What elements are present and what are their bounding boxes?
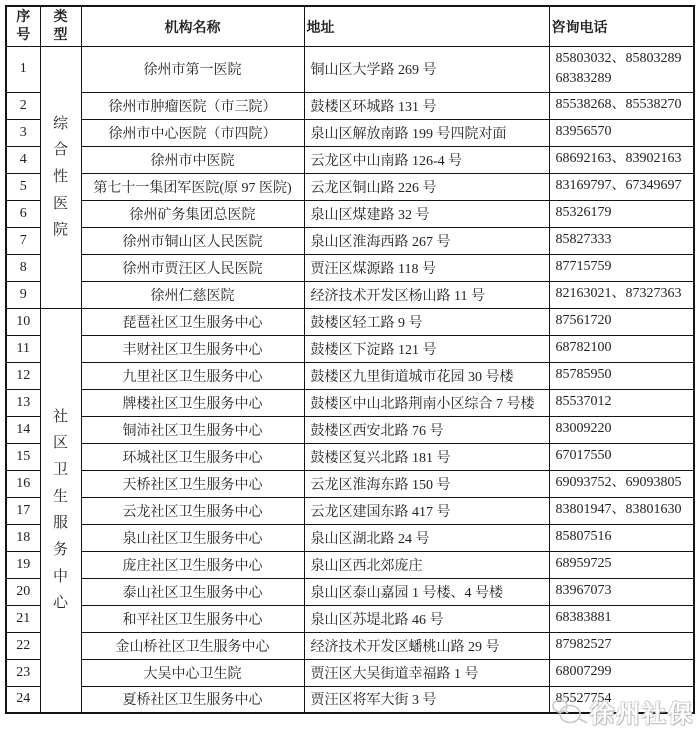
- table-row: [6, 497, 694, 524]
- institution-phone: 68959725: [549, 551, 694, 578]
- row-index: 11: [6, 335, 40, 362]
- table-row: [6, 389, 694, 416]
- institution-name: 和平社区卫生服务中心: [81, 605, 304, 632]
- institution-phone: 68383881: [549, 605, 694, 632]
- institution-name: 泰山社区卫生服务中心: [81, 578, 304, 605]
- type-group-label: 综合性医院: [52, 115, 68, 239]
- institution-name: 徐州市铜山区人民医院: [81, 227, 304, 254]
- institution-phone: 85537012: [549, 389, 694, 416]
- institution-phone: 85326179: [549, 200, 694, 227]
- institution-phone: 85827333: [549, 227, 694, 254]
- institution-address: 泉山区煤建路 32 号: [304, 200, 549, 227]
- institution-address: 泉山区解放南路 199 号四院对面: [304, 119, 549, 146]
- institution-phone: 87561720: [549, 308, 694, 335]
- institution-address: 泉山区湖北路 24 号: [304, 524, 549, 551]
- institution-address: 云龙区建国东路 417 号: [304, 497, 549, 524]
- table-row: [6, 443, 694, 470]
- institution-phone: 69093752、69093805: [549, 470, 694, 497]
- table-row: [6, 308, 694, 335]
- table-row: [6, 119, 694, 146]
- institution-phone: 87982527: [549, 632, 694, 659]
- table-row: [6, 47, 694, 93]
- institution-phone: 83009220: [549, 416, 694, 443]
- table-body: [6, 47, 694, 714]
- type-group-cell: [40, 47, 81, 309]
- institution-address: 鼓楼区复兴北路 181 号: [304, 443, 549, 470]
- header-address: 地址: [304, 6, 549, 47]
- institution-phone: 83956570: [549, 119, 694, 146]
- row-index: 7: [6, 227, 40, 254]
- institution-name: 徐州市第一医院: [81, 47, 304, 93]
- institution-phone: 85807516: [549, 524, 694, 551]
- table-row: [6, 686, 694, 713]
- institution-phone: 83801947、83801630: [549, 497, 694, 524]
- table-row: [6, 551, 694, 578]
- row-index: 14: [6, 416, 40, 443]
- institution-address: 泉山区泰山嘉园 1 号楼、4 号楼: [304, 578, 549, 605]
- institution-phone: 67017550: [549, 443, 694, 470]
- institution-name: 九里社区卫生服务中心: [81, 362, 304, 389]
- row-index: 12: [6, 362, 40, 389]
- type-group-label: 社区卫生服务中心: [52, 408, 68, 612]
- institution-name: 徐州市中医院: [81, 146, 304, 173]
- row-index: 9: [6, 281, 40, 308]
- institution-name: 环城社区卫生服务中心: [81, 443, 304, 470]
- institution-address: 云龙区铜山路 226 号: [304, 173, 549, 200]
- table-row: [6, 605, 694, 632]
- table-row: [6, 146, 694, 173]
- institution-phone: 68782100: [549, 335, 694, 362]
- institution-address: 铜山区大学路 269 号: [304, 47, 549, 93]
- institution-address: 云龙区中山南路 126-4 号: [304, 146, 549, 173]
- institution-address: 经济技术开发区蟠桃山路 29 号: [304, 632, 549, 659]
- row-index: 23: [6, 659, 40, 686]
- institution-address: 鼓楼区环城路 131 号: [304, 92, 549, 119]
- table-header: [6, 6, 694, 47]
- institution-name: 大吴中心卫生院: [81, 659, 304, 686]
- row-index: 13: [6, 389, 40, 416]
- institution-address: 贾汪区煤源路 118 号: [304, 254, 549, 281]
- header-type: 类型: [40, 6, 81, 47]
- institution-address: 鼓楼区下淀路 121 号: [304, 335, 549, 362]
- watermark-text: 徐州社保: [590, 702, 694, 728]
- institution-name: 铜沛社区卫生服务中心: [81, 416, 304, 443]
- institution-phone: 85803032、85803289 68383289: [549, 47, 694, 93]
- row-index: 15: [6, 443, 40, 470]
- institution-name: 金山桥社区卫生服务中心: [81, 632, 304, 659]
- institution-phone: 68692163、83902163: [549, 146, 694, 173]
- institution-phone: 68007299: [549, 659, 694, 686]
- table-row: [6, 173, 694, 200]
- institution-phone: 82163021、87327363: [549, 281, 694, 308]
- row-index: 24: [6, 686, 40, 713]
- row-index: 4: [6, 146, 40, 173]
- institution-phone: 83169797、67349697: [549, 173, 694, 200]
- row-index: 17: [6, 497, 40, 524]
- institution-address: 鼓楼区轻工路 9 号: [304, 308, 549, 335]
- table-row: [6, 578, 694, 605]
- row-index: 16: [6, 470, 40, 497]
- institution-name: 徐州市中心医院（市四院）: [81, 119, 304, 146]
- institution-name: 云龙社区卫生服务中心: [81, 497, 304, 524]
- table-row: [6, 362, 694, 389]
- row-index: 20: [6, 578, 40, 605]
- institution-address: 泉山区苏堤北路 46 号: [304, 605, 549, 632]
- institution-name: 徐州矿务集团总医院: [81, 200, 304, 227]
- institution-address: 贾汪区大吴街道幸福路 1 号: [304, 659, 549, 686]
- header-row: [6, 6, 694, 47]
- row-index: 19: [6, 551, 40, 578]
- table-row: [6, 200, 694, 227]
- table-row: [6, 416, 694, 443]
- institution-address: 贾汪区将军大街 3 号: [304, 686, 549, 713]
- row-index: 22: [6, 632, 40, 659]
- institution-name: 徐州仁慈医院: [81, 281, 304, 308]
- header-phone: 咨询电话: [549, 6, 694, 47]
- institution-name: 泉山社区卫生服务中心: [81, 524, 304, 551]
- table-row: [6, 254, 694, 281]
- row-index: 1: [6, 47, 40, 93]
- institution-address: 泉山区淮海西路 267 号: [304, 227, 549, 254]
- institution-address: 鼓楼区九里街道城市花园 30 号楼: [304, 362, 549, 389]
- table-row: [6, 227, 694, 254]
- institution-phone: 83967073: [549, 578, 694, 605]
- institution-address: 泉山区西北郊庞庄: [304, 551, 549, 578]
- row-index: 10: [6, 308, 40, 335]
- table-row: [6, 524, 694, 551]
- table-row: [6, 470, 694, 497]
- institution-phone: 85785950: [549, 362, 694, 389]
- institution-address: 经济技术开发区杨山路 11 号: [304, 281, 549, 308]
- institution-address: 鼓楼区中山北路荆南小区综合 7 号楼: [304, 389, 549, 416]
- type-group-cell: [40, 308, 81, 713]
- table-row: [6, 281, 694, 308]
- institution-name: 天桥社区卫生服务中心: [81, 470, 304, 497]
- header-institution-name: 机构名称: [81, 6, 304, 47]
- row-index: 21: [6, 605, 40, 632]
- institution-address: 鼓楼区西安北路 76 号: [304, 416, 549, 443]
- institution-phone: 85527754: [549, 686, 694, 713]
- row-index: 3: [6, 119, 40, 146]
- table-row: [6, 659, 694, 686]
- header-index: 序号: [6, 6, 40, 47]
- institution-name: 琵琶社区卫生服务中心: [81, 308, 304, 335]
- row-index: 5: [6, 173, 40, 200]
- table-row: [6, 335, 694, 362]
- institution-table: [5, 5, 695, 714]
- institution-phone: 85538268、85538270: [549, 92, 694, 119]
- institution-name: 丰财社区卫生服务中心: [81, 335, 304, 362]
- row-index: 8: [6, 254, 40, 281]
- row-index: 6: [6, 200, 40, 227]
- institution-phone: 87715759: [549, 254, 694, 281]
- institution-address: 云龙区淮海东路 150 号: [304, 470, 549, 497]
- institution-name: 夏桥社区卫生服务中心: [81, 686, 304, 713]
- institution-name: 徐州市贾汪区人民医院: [81, 254, 304, 281]
- institution-name: 庞庄社区卫生服务中心: [81, 551, 304, 578]
- table-row: [6, 92, 694, 119]
- table-row: [6, 632, 694, 659]
- row-index: 2: [6, 92, 40, 119]
- institution-name: 牌楼社区卫生服务中心: [81, 389, 304, 416]
- institution-name: 徐州市肿瘤医院（市三院）: [81, 92, 304, 119]
- row-index: 18: [6, 524, 40, 551]
- institution-name: 第七十一集团军医院(原 97 医院): [81, 173, 304, 200]
